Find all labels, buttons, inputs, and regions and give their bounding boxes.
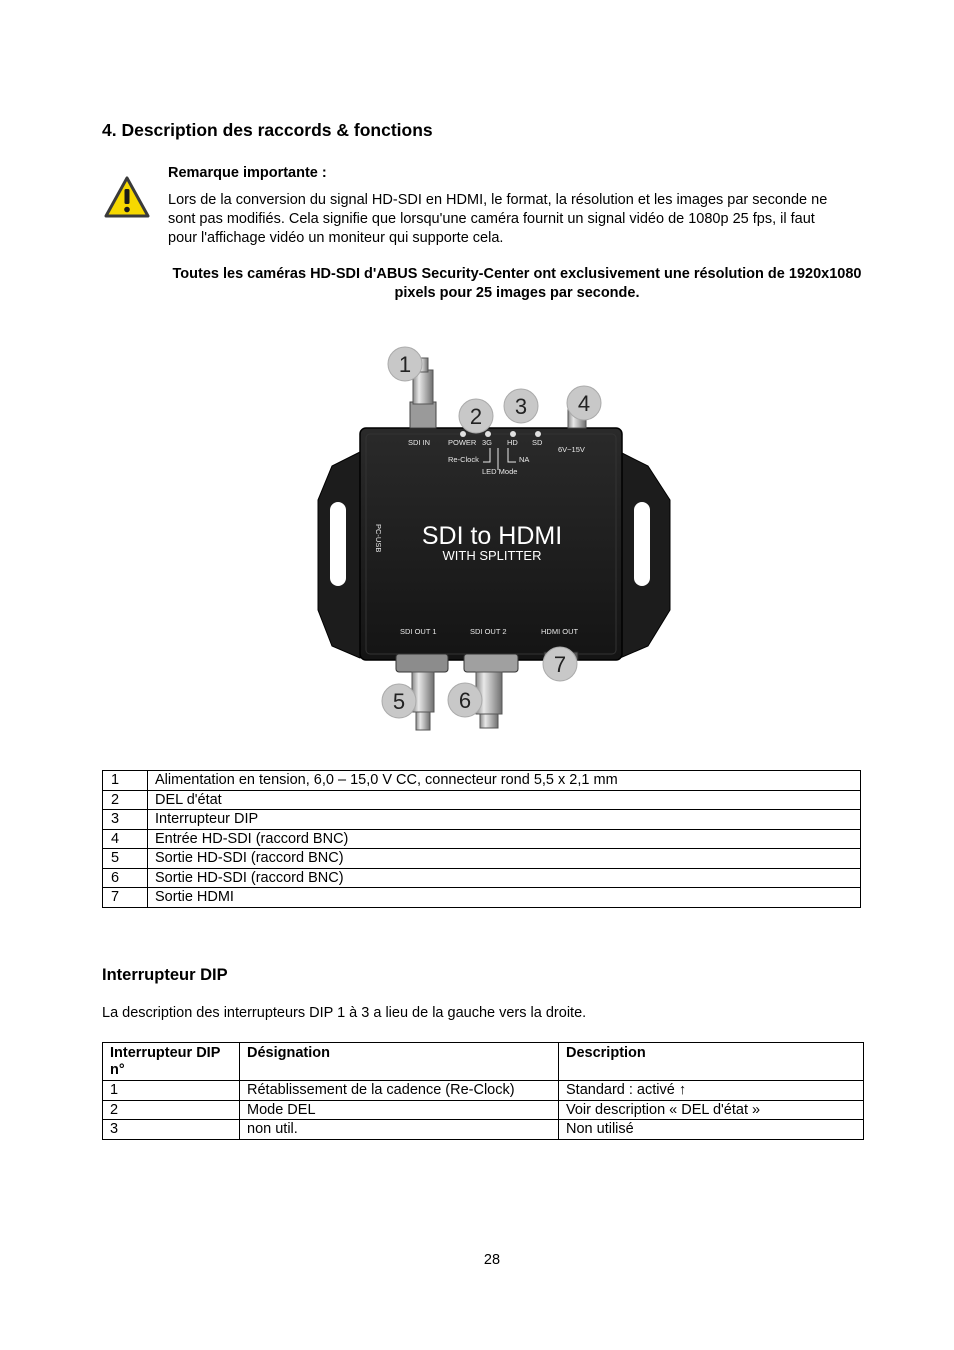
part-number: 1 — [103, 771, 148, 791]
header-designation: Désignation — [240, 1043, 559, 1081]
dip-intro: La description des interrupteurs DIP 1 à 3 a lieu de la gauche vers la droite. — [102, 1005, 587, 1021]
label-sd: SD — [532, 438, 543, 447]
note-title: Remarque importante : — [168, 165, 327, 181]
svg-text:3: 3 — [514, 394, 528, 419]
part-description: Sortie HD-SDI (raccord BNC) — [148, 868, 861, 888]
dip-designation: Mode DEL — [240, 1100, 559, 1120]
svg-text:5: 5 — [392, 689, 406, 714]
svg-text:2: 2 — [469, 404, 483, 429]
svg-text:4: 4 — [577, 391, 591, 416]
svg-text:1: 1 — [398, 352, 412, 377]
label-dc: 6V~15V — [558, 445, 585, 454]
callout-7 — [543, 647, 577, 681]
dip-designation: Rétablissement de la cadence (Re-Clock) — [240, 1081, 559, 1101]
callout-4 — [567, 386, 601, 420]
table-row — [103, 849, 861, 869]
callout-1 — [388, 347, 422, 381]
table-header-row — [103, 1043, 864, 1081]
label-reclock: Re-Clock — [448, 455, 479, 464]
dip-description: Non utilisé — [559, 1120, 864, 1140]
part-number: 4 — [103, 829, 148, 849]
table-row — [103, 829, 861, 849]
table-row — [103, 810, 861, 830]
part-description: Interrupteur DIP — [148, 810, 861, 830]
part-description: Sortie HDMI — [148, 888, 861, 908]
callout-2 — [459, 399, 493, 433]
part-number: 5 — [103, 849, 148, 869]
label-sdi-in: SDI IN — [408, 438, 431, 447]
table-row — [103, 790, 861, 810]
device-subtitle: WITH SPLITTER — [442, 548, 542, 563]
note-body: Lors de la conversion du signal HD-SDI en HDMI, le format, la résolution et les images par seconde ne sont pas modifiés. Cela signifie que lorsqu'une caméra fournit un signal vidéo de 1080p 25 fps, il faut pour l'affichage vidéo un moniteur qui supporte cela. — [168, 192, 828, 246]
label-power: POWER — [448, 438, 477, 447]
dip-description: Voir description « DEL d'état » — [559, 1100, 864, 1120]
part-description: Alimentation en tension, 6,0 – 15,0 V CC, connecteur rond 5,5 x 2,1 mm — [148, 771, 861, 791]
warning-icon — [104, 176, 150, 218]
label-sdi-out-1: SDI OUT 1 — [400, 627, 437, 636]
dip-designation: non util. — [240, 1120, 559, 1140]
part-number: 3 — [103, 810, 148, 830]
part-number: 6 — [103, 868, 148, 888]
label-na: NA — [519, 455, 530, 464]
dip-number: 1 — [103, 1081, 240, 1101]
device-name: SDI to HDMI — [421, 522, 563, 550]
part-number: 2 — [103, 790, 148, 810]
device-diagram — [300, 340, 690, 740]
table-row — [103, 868, 861, 888]
label-hd: HD — [507, 438, 518, 447]
table-row — [103, 1120, 864, 1140]
note-emphasis: Toutes les caméras HD-SDI d'ABUS Security-Center ont exclusivement une résolution de 1920x1080 pixels pour 25 images par seconde. — [172, 266, 862, 301]
table-row — [103, 1081, 864, 1101]
part-number: 7 — [103, 888, 148, 908]
page-number: 28 — [483, 1252, 501, 1268]
header-dip-number: Interrupteur DIP n° — [103, 1043, 240, 1081]
dip-table — [102, 1042, 864, 1140]
dip-section-title: Interrupteur DIP — [102, 966, 228, 984]
mounting-flange-right — [620, 452, 670, 658]
label-pc-usb: PC-USB — [374, 524, 383, 553]
mounting-flange-left — [318, 452, 360, 658]
callout-3 — [504, 389, 538, 423]
table-row — [103, 1100, 864, 1120]
svg-text:7: 7 — [553, 652, 567, 677]
label-3g: 3G — [482, 438, 493, 447]
svg-text:6: 6 — [458, 688, 472, 713]
dip-number: 2 — [103, 1100, 240, 1120]
part-description: Sortie HD-SDI (raccord BNC) — [148, 849, 861, 869]
label-hdmi-out: HDMI OUT — [541, 627, 579, 636]
dip-description: Standard : activé ↑ — [559, 1081, 864, 1101]
label-led-mode: LED Mode — [482, 467, 518, 476]
callout-6 — [448, 683, 482, 717]
table-row — [103, 888, 861, 908]
table-row — [103, 771, 861, 791]
callout-5 — [382, 684, 416, 718]
dip-number: 3 — [103, 1120, 240, 1140]
section-title: 4. Description des raccords & fonctions — [102, 120, 433, 140]
part-description: Entrée HD-SDI (raccord BNC) — [148, 829, 861, 849]
label-sdi-out-2: SDI OUT 2 — [470, 627, 507, 636]
parts-table — [102, 770, 861, 908]
part-description: DEL d'état — [148, 790, 861, 810]
header-description: Description — [559, 1043, 864, 1081]
